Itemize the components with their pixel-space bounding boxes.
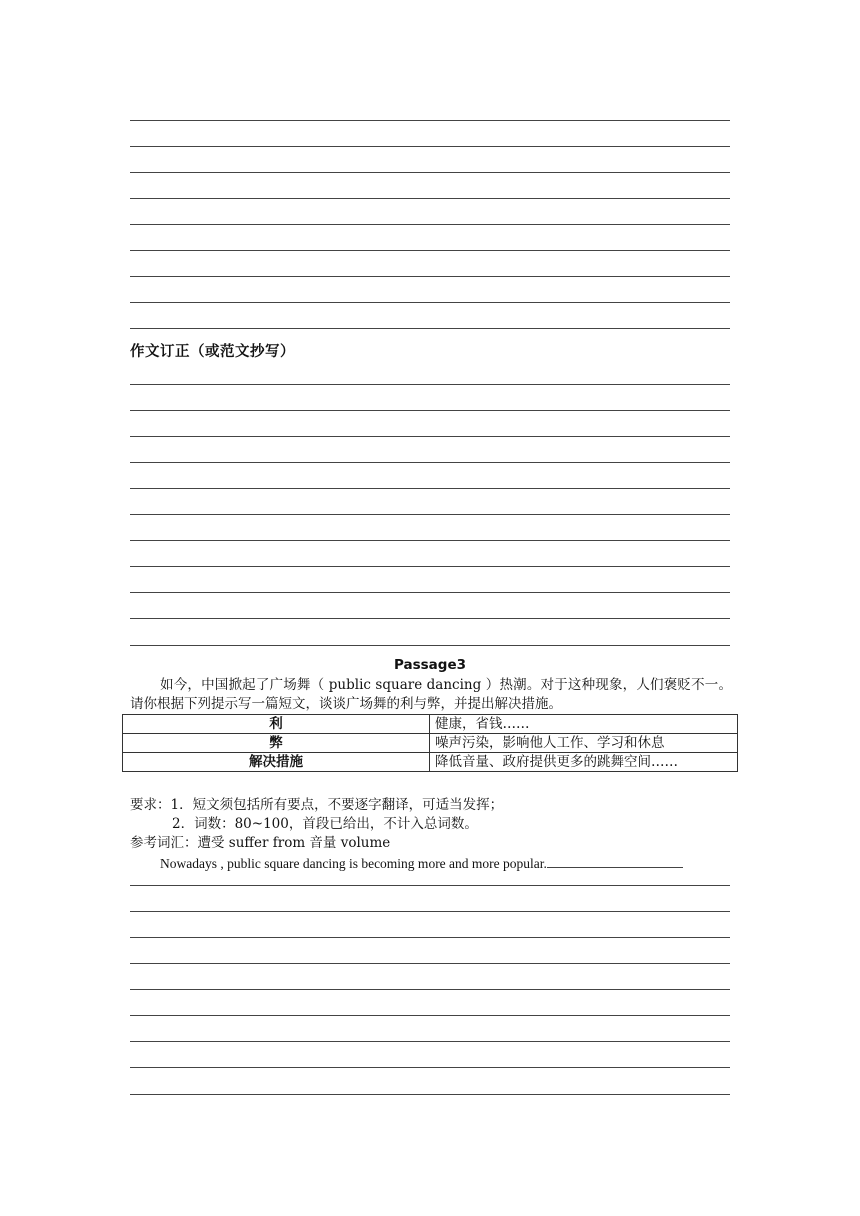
table-key: 弊 (123, 734, 430, 753)
table-value: 噪声污染，影响他人工作、学习和休息 (430, 734, 738, 753)
reference-vocab: 参考词汇：遭受 suffer from 音量 volume (130, 835, 391, 851)
writing-line (130, 302, 730, 303)
writing-line (130, 645, 730, 646)
writing-line (130, 488, 730, 489)
table-value: 健康，省钱…… (430, 715, 738, 734)
writing-line (130, 514, 730, 515)
writing-line (130, 618, 730, 619)
writing-line (130, 540, 730, 541)
requirement-item: 2．词数：80~100，首段已给出，不计入总词数。 (172, 816, 478, 832)
table-key: 利 (123, 715, 430, 734)
writing-line (130, 384, 730, 385)
section-heading: 作文订正（或范文抄写） (130, 344, 295, 360)
writing-line (130, 1067, 730, 1068)
writing-line (130, 328, 730, 329)
requirement-line-2 (172, 815, 478, 833)
writing-line (130, 566, 730, 567)
writing-line (130, 1094, 730, 1095)
table-key: 解决措施 (123, 753, 430, 772)
passage-title: Passage3 (393, 657, 467, 673)
writing-line (130, 250, 730, 251)
writing-line (130, 462, 730, 463)
writing-line (130, 410, 730, 411)
table-row (123, 715, 738, 734)
writing-line (130, 146, 730, 147)
first-sentence-text: Nowadays , public square dancing is becoming more and more popular. (160, 856, 547, 871)
passage-intro: 如今，中国掀起了广场舞（ public square dancing ）热潮。对于这种现象，人们褒贬不一。请你根据下列提示写一篇短文，谈谈广场舞的利与弊，并提出解决措施。 (130, 677, 732, 712)
writing-line (130, 120, 730, 121)
writing-line (130, 963, 730, 964)
given-first-sentence (160, 853, 683, 872)
writing-line (130, 172, 730, 173)
requirement-line-1 (130, 796, 503, 814)
writing-line (130, 989, 730, 990)
writing-line (130, 592, 730, 593)
answer-blank[interactable] (547, 853, 683, 868)
writing-line (130, 198, 730, 199)
writing-line (130, 911, 730, 912)
writing-line (130, 276, 730, 277)
writing-line (130, 937, 730, 938)
writing-line (130, 1015, 730, 1016)
writing-line (130, 436, 730, 437)
writing-line (130, 1041, 730, 1042)
table-row (123, 753, 738, 772)
pros-cons-table (122, 714, 738, 772)
writing-line (130, 885, 730, 886)
requirement-item: 1．短文须包括所有要点，不要逐字翻译，可适当发挥； (170, 797, 504, 813)
table-row (123, 734, 738, 753)
requirements-label: 要求： (130, 797, 171, 813)
writing-line (130, 224, 730, 225)
table-value: 降低音量、政府提供更多的跳舞空间…… (430, 753, 738, 772)
